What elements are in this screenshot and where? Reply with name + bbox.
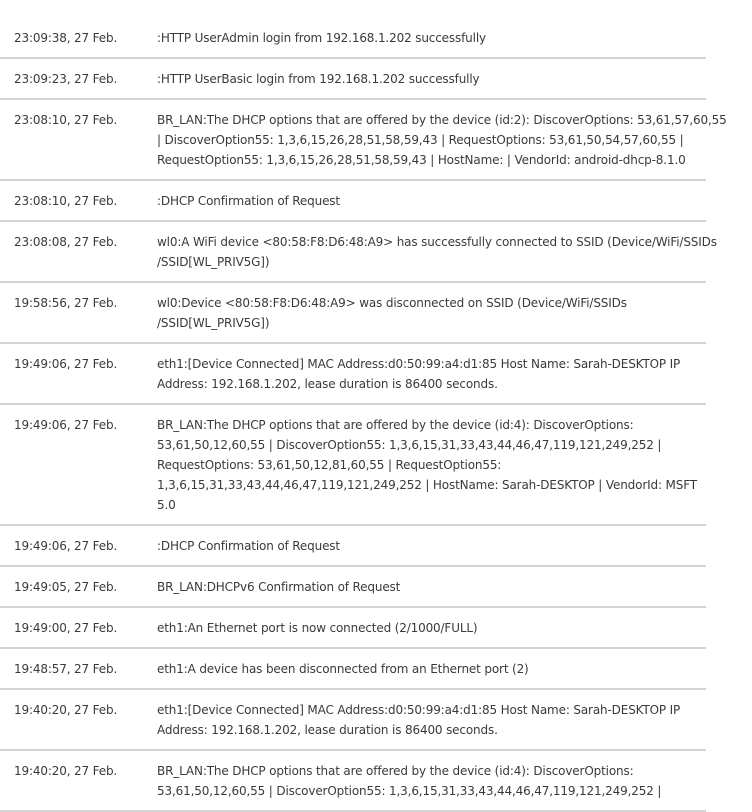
log-message-line: 1,3,6,15,31,33,43,44,46,47,119,121,249,252 | HostName: Sarah-DESKTOP | VendorId: MSFT xyxy=(157,478,697,492)
log-message-line: RequestOption55: 1,3,6,15,26,28,51,58,59,43 | HostName: | VendorId: android-dhcp-8.1.0 xyxy=(157,153,686,167)
log-row xyxy=(0,222,717,283)
log-message-line: 53,61,50,12,60,55 | DiscoverOption55: 1,3,6,15,31,33,43,44,46,47,119,121,249,252 | xyxy=(157,784,662,798)
log-message xyxy=(157,354,706,394)
log-timestamp: 23:08:10, 27 Feb. xyxy=(14,113,118,127)
log-message-line: Address: 192.168.1.202, lease duration is 86400 seconds. xyxy=(157,723,498,737)
log-timestamp: 19:49:06, 27 Feb. xyxy=(14,418,118,432)
log-message-line: wl0:Device <80:58:F8:D6:48:A9> was disconnected on SSID (Device/WiFi/SSIDs xyxy=(157,296,627,310)
log-row xyxy=(0,181,706,222)
log-message-line: :DHCP Confirmation of Request xyxy=(157,539,340,553)
log-message xyxy=(157,110,731,170)
log-row xyxy=(0,283,706,344)
log-timestamp: 19:49:00, 27 Feb. xyxy=(14,621,118,635)
log-timestamp: 19:49:06, 27 Feb. xyxy=(14,539,118,553)
log-row xyxy=(0,59,706,100)
log-message-line: /SSID[WL_PRIV5G]) xyxy=(157,255,270,269)
log-message-line: RequestOptions: 53,61,50,12,81,60,55 | RequestOption55: xyxy=(157,458,502,472)
log-message-line: BR_LAN:The DHCP options that are offered by the device (id:2): DiscoverOptions: 53,61,57,60,55 xyxy=(157,113,727,127)
log-row xyxy=(0,526,706,567)
log-message-line: :DHCP Confirmation of Request xyxy=(157,194,340,208)
log-message-line: :HTTP UserBasic login from 192.168.1.202 successfully xyxy=(157,72,480,86)
log-row xyxy=(0,344,706,405)
log-message-line: eth1:[Device Connected] MAC Address:d0:50:99:a4:d1:85 Host Name: Sarah-DESKTOP IP xyxy=(157,357,681,371)
log-message xyxy=(157,700,706,740)
log-row xyxy=(0,751,706,812)
log-message-line: 53,61,50,12,60,55 | DiscoverOption55: 1,3,6,15,31,33,43,44,46,47,119,121,249,252 | xyxy=(157,438,662,452)
log-message xyxy=(157,28,706,48)
log-message xyxy=(157,536,706,556)
log-message-line: :HTTP UserAdmin login from 192.168.1.202 successfully xyxy=(157,31,486,45)
log-message-line: BR_LAN:The DHCP options that are offered by the device (id:4): DiscoverOptions: xyxy=(157,418,634,432)
log-message-line: Address: 192.168.1.202, lease duration is 86400 seconds. xyxy=(157,377,498,391)
log-message-line: BR_LAN:DHCPv6 Confirmation of Request xyxy=(157,580,401,594)
log-message xyxy=(157,293,706,333)
log-row xyxy=(0,567,706,608)
log-timestamp: 19:49:06, 27 Feb. xyxy=(14,357,118,371)
log-row xyxy=(0,405,706,526)
log-timestamp: 19:40:20, 27 Feb. xyxy=(14,703,118,717)
log-message-line: eth1:A device has been disconnected from an Ethernet port (2) xyxy=(157,662,529,676)
log-timestamp: 23:09:38, 27 Feb. xyxy=(14,31,118,45)
event-log-table xyxy=(0,18,727,812)
log-message xyxy=(157,618,706,638)
log-message xyxy=(157,415,706,515)
log-message xyxy=(157,69,706,89)
log-timestamp: 19:49:05, 27 Feb. xyxy=(14,580,118,594)
log-row xyxy=(0,18,706,59)
log-message xyxy=(157,761,706,801)
log-message-line: wl0:A WiFi device <80:58:F8:D6:48:A9> has successfully connected to SSID (Device/WiFi/SSIDs xyxy=(157,235,717,249)
log-message xyxy=(157,191,706,211)
log-message-line: 5.0 xyxy=(157,498,176,512)
log-message xyxy=(157,577,706,597)
log-row xyxy=(0,608,706,649)
log-row xyxy=(0,649,706,690)
log-message xyxy=(157,659,706,679)
log-message-line: eth1:An Ethernet port is now connected (2/1000/FULL) xyxy=(157,621,478,635)
log-timestamp: 19:48:57, 27 Feb. xyxy=(14,662,118,676)
log-message-line: eth1:[Device Connected] MAC Address:d0:50:99:a4:d1:85 Host Name: Sarah-DESKTOP IP xyxy=(157,703,681,717)
log-timestamp: 19:40:20, 27 Feb. xyxy=(14,764,118,778)
log-timestamp: 23:08:10, 27 Feb. xyxy=(14,194,118,208)
log-timestamp: 23:08:08, 27 Feb. xyxy=(14,235,118,249)
log-message-line: /SSID[WL_PRIV5G]) xyxy=(157,316,270,330)
log-message xyxy=(157,232,721,272)
log-message-line: BR_LAN:The DHCP options that are offered by the device (id:4): DiscoverOptions: xyxy=(157,764,634,778)
log-timestamp: 23:09:23, 27 Feb. xyxy=(14,72,118,86)
log-timestamp: 19:58:56, 27 Feb. xyxy=(14,296,118,310)
log-row xyxy=(0,100,727,181)
log-message-line: | DiscoverOption55: 1,3,6,15,26,28,51,58,59,43 | RequestOptions: 53,61,50,54,57,60,55 | xyxy=(157,133,684,147)
log-row xyxy=(0,690,706,751)
